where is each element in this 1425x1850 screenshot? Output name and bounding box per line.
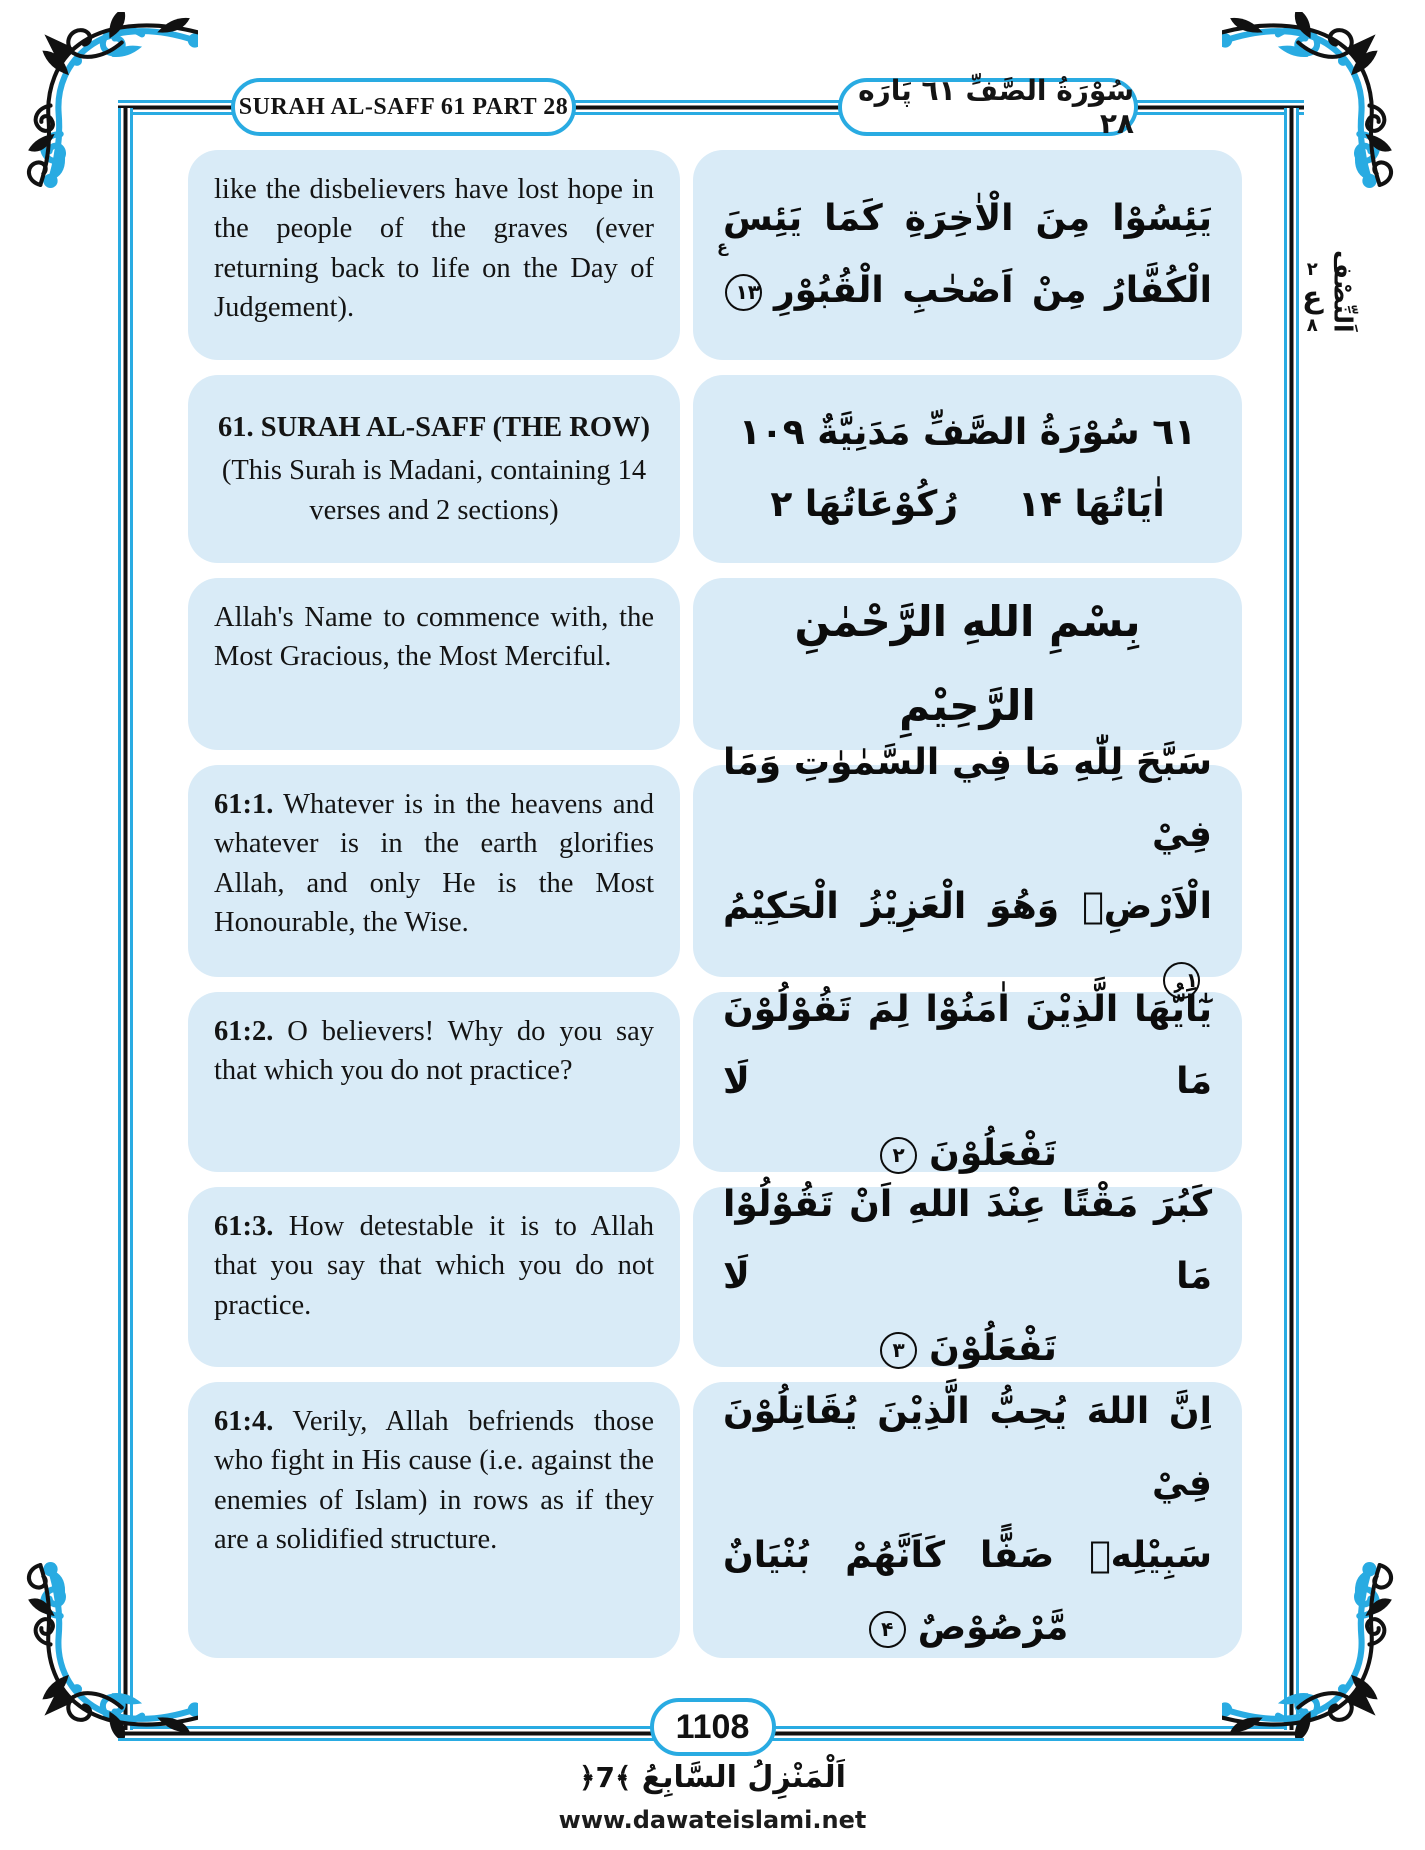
website-url: www.dawateislami.net [558,1806,867,1834]
english-text: 61:1. Whatever is in the heavens and whatever is in the earth glorifies Allah, and only He is the Most Honourable, the Wise. [214,789,654,938]
aya-number-badge: ۲ [880,1137,917,1174]
margin-marker-word: اَلنِّصْف [1328,250,1358,333]
arabic-line [723,469,1212,541]
arabic-verse-box [693,150,1242,360]
margin-juz-marker [1302,250,1358,336]
aya-number-wrap [869,1592,906,1664]
verse-reference: 61:2. [214,1016,274,1047]
content-rows [188,150,1242,1673]
surah-heading: 61. SURAH AL-SAFF (THE ROW) [217,412,650,443]
arabic-line: تَفْعَلُوْنَ۲ [723,1118,1212,1190]
aya-number-wrap [1163,943,1200,1015]
verse-row [188,375,1242,563]
floral-corner-ornament-icon [20,12,198,190]
verse-reference: 61:1. [214,789,274,820]
frame-right-line [1284,108,1299,1730]
arabic-line: الْكُفَّارُ مِنْ اَصْحٰبِ الْقُبُوْرِ ع ۱۳ [723,255,1212,327]
english-translation-box [188,578,680,750]
verse-row [188,578,1242,750]
english-translation-box [188,1382,680,1658]
aya-number-badge: ۳ [880,1332,917,1369]
arabic-line: اِنَّ اللهَ يُحِبُّ الَّذِيْنَ يُقَاتِلُوْنَ فِيْ [723,1391,1212,1504]
manzil-label [0,1760,1425,1795]
arabic-line: سَبَّحَ لِلّٰهِ مَا فِي السَّمٰوٰتِ وَمَا فِيْ [723,742,1212,855]
arabic-verse-box [693,375,1242,563]
arabic-line: مَّرْصُوْصٌ۴ [723,1592,1212,1664]
aya-number-badge: ۱۳ [725,274,762,311]
margin-marker-numbers [1302,250,1323,336]
aya-number-badge: ۴ [869,1611,906,1648]
verse-reference: 61:4. [214,1406,274,1437]
arabic-line: يٰٓاَيُّهَا الَّذِيْنَ اٰمَنُوْا لِمَ تَقُوْلُوْنَ مَا لَا [723,989,1212,1102]
verse-reference: 61:3. [214,1211,274,1242]
aya-number-wrap [717,237,762,327]
ruku-mark: ع [717,237,728,256]
verse-row [188,742,1242,992]
english-text: like the disbelievers have lost hope in the people of the graves (ever returning back to life on the Day of Judgement). [214,174,654,323]
ruku-letter: ع [1302,279,1323,315]
english-translation-box [188,1187,680,1367]
ruku-count: رُكُوْعَاتُهَا ۲ [770,484,958,525]
floral-corner-ornament-icon [20,1560,198,1738]
arabic-verse-box [693,742,1242,992]
english-translation-box [188,150,680,360]
english-translation-box [188,765,680,977]
english-text: Allah's Name to commence with, the Most Gracious, the Most Merciful. [214,602,654,673]
arabic-line: الْاَرْضِۚ وَهُوَ الْعَزِيْزُ الْحَكِيْمُ۱ [723,871,1212,1015]
arabic-line: تَفْعَلُوْنَ۳ [723,1313,1212,1385]
arabic-line: بِسْمِ اللهِ الرَّحْمٰنِ الرَّحِيْمِ [794,597,1141,730]
english-text: 61:3. How detestable it is to Allah that you say that which you do not practice. [214,1211,654,1321]
verse-row [188,1382,1242,1658]
surah-title-banner-arabic: سُوْرَةُ الصَّفِّ ٦١ پَارَه ٢٨ [838,78,1138,136]
ayat-count: اٰيَاتُهَا ۱۴ [1018,484,1165,525]
verse-row [188,989,1242,1174]
arabic-line: يَئِسُوْا مِنَ الْاٰخِرَةِ كَمَا يَئِسَ [723,198,1212,239]
surah-title-banner-english: SURAH AL-SAFF 61 PART 28 [231,78,576,136]
frame-left-line [118,108,133,1730]
arabic-line: كَبُرَ مَقْتًا عِنْدَ اللهِ اَنْ تَقُوْلُوْا مَا لَا [723,1184,1212,1297]
arabic-line: ٦١ سُوْرَةُ الصَّفِّ مَدَنِيَّةٌ ١٠٩ [738,412,1197,453]
margin-marker-bottom-number: ۸ [1306,314,1318,336]
surah-subheading: (This Surah is Madani, containing 14 verses and 2 sections) [221,455,647,526]
aya-number-wrap [880,1313,917,1385]
english-text: 61:2. O believers! Why do you say that which you do not practice? [214,1016,654,1087]
english-text: 61:4. Verily, Allah befriends those who fight in His cause (i.e. against the enemies of Islam) in rows as if they are a solidified structure. [214,1406,654,1555]
arabic-verse-box [693,1382,1242,1658]
page-number-badge: 1108 [650,1698,776,1756]
english-translation-box [188,375,680,563]
manzil-text: اَلْمَنْزِلُ السَّابِعُ [641,1760,846,1795]
aya-number-wrap [880,1118,917,1190]
arabic-verse-box [693,989,1242,1174]
arabic-verse-box [693,578,1242,750]
aya-number-badge: ۱ [1163,962,1200,999]
floral-corner-ornament-icon [1222,12,1400,190]
floral-corner-ornament-icon [1222,1560,1400,1738]
margin-marker-top-number: ۲ [1306,259,1318,280]
verse-row [188,1184,1242,1369]
verse-row [188,150,1242,360]
manzil-number-badge: ﴾7﴿ [579,1761,632,1794]
arabic-line: سَبِيْلِهٖ صَفًّا كَاَنَّهُمْ بُنْيَانٌ [723,1535,1212,1576]
arabic-verse-box [693,1184,1242,1369]
english-translation-box [188,992,680,1172]
